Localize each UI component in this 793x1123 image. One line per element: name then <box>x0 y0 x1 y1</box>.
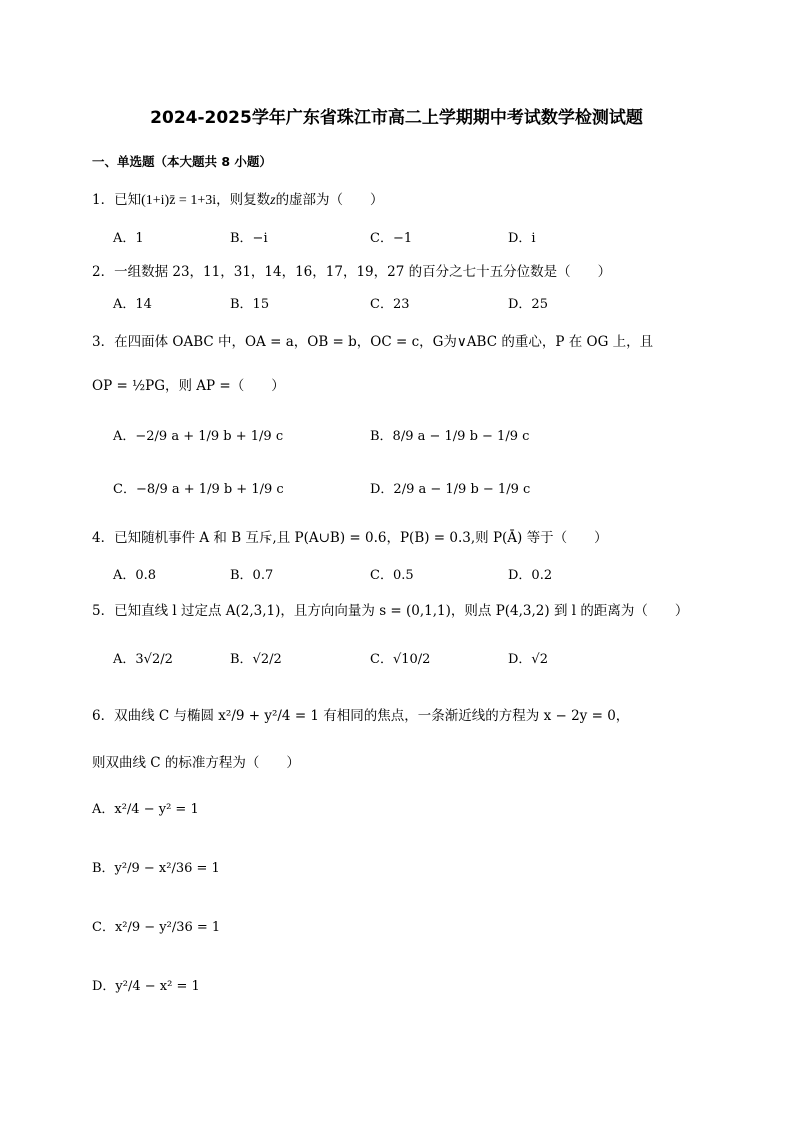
q1-number: 1． <box>92 192 115 208</box>
q5-option-d: D．√2 <box>508 652 548 667</box>
q2-option-a: A．14 <box>113 297 152 312</box>
q4-option-b: B．0.7 <box>230 568 274 583</box>
question-1 <box>92 188 384 209</box>
question-2: 2．一组数据 23，11，31，14，16，17，19，27 的百分之七十五分位数是（ ） <box>92 264 612 280</box>
q4-option-a: A．0.8 <box>113 568 157 583</box>
question-3-line-2: OP = ½PG，则 AP =（ ） <box>92 378 285 394</box>
q5-option-b: B．√2/2 <box>230 652 282 667</box>
q2-option-d: D．25 <box>508 297 548 312</box>
q5-option-c: C．√10/2 <box>370 652 431 667</box>
q1-option-b: B．−i <box>230 231 268 246</box>
q1-text-c: 的虚部为（ ） <box>275 192 384 208</box>
question-6-line-2: 则双曲线 C 的标准方程为（ ） <box>92 755 300 771</box>
q2-option-b: B．15 <box>230 297 270 312</box>
question-4: 4．已知随机事件 A 和 B 互斥,且 P(A∪B) = 0.6，P(B) = 0.3,则 P(Ā) 等于（ ） <box>92 530 608 546</box>
question-5: 5．已知直线 l 过定点 A(2,3,1)，且方向向量为 s = (0,1,1)，则点 P(4,3,2) 到 l 的距离为（ ） <box>92 603 689 619</box>
section-heading: 一、单选题（本大题共 8 小题） <box>92 154 272 169</box>
q6-option-c: C．x²/9 − y²/36 = 1 <box>92 920 221 935</box>
page-title: 2024-2025学年广东省珠江市高二上学期期中考试数学检测试题 <box>150 108 643 128</box>
q6-option-a: A．x²/4 − y² = 1 <box>92 802 199 817</box>
q1-text-b: ，则复数 <box>216 192 271 208</box>
q1-option-a: A．1 <box>113 231 144 246</box>
q4-option-c: C．0.5 <box>370 568 414 583</box>
q3-option-a: A．−2/9 a + 1/9 b + 1/9 c <box>113 429 284 444</box>
q3-option-c: C．−8/9 a + 1/9 b + 1/9 c <box>113 482 284 497</box>
q1-option-d: D．i <box>508 231 536 246</box>
question-3-line-1: 3．在四面体 OABC 中，OA = a，OB = b，OC = c，G为∨ABC 的重心，P 在 OG 上，且 <box>92 334 654 350</box>
q3-option-b: B．8/9 a − 1/9 b − 1/9 c <box>370 429 530 444</box>
q6-option-b: B．y²/9 − x²/36 = 1 <box>92 861 220 876</box>
q1-option-c: C．−1 <box>370 231 413 246</box>
q4-option-d: D．0.2 <box>508 568 553 583</box>
q2-option-c: C．23 <box>370 297 410 312</box>
q1-text-a: 已知 <box>114 192 142 208</box>
q1-expression: (1+i)z̄ = 1+3i <box>141 193 217 208</box>
q1-variable: z <box>270 193 276 208</box>
q5-option-a: A．3√2/2 <box>113 652 173 667</box>
q6-option-d: D．y²/4 − x² = 1 <box>92 979 200 994</box>
question-6-line-1: 6．双曲线 C 与椭圆 x²/9 + y²/4 = 1 有相同的焦点，一条渐近线的方程为 x − 2y = 0， <box>92 708 630 724</box>
q3-option-d: D．2/9 a − 1/9 b − 1/9 c <box>370 482 531 497</box>
